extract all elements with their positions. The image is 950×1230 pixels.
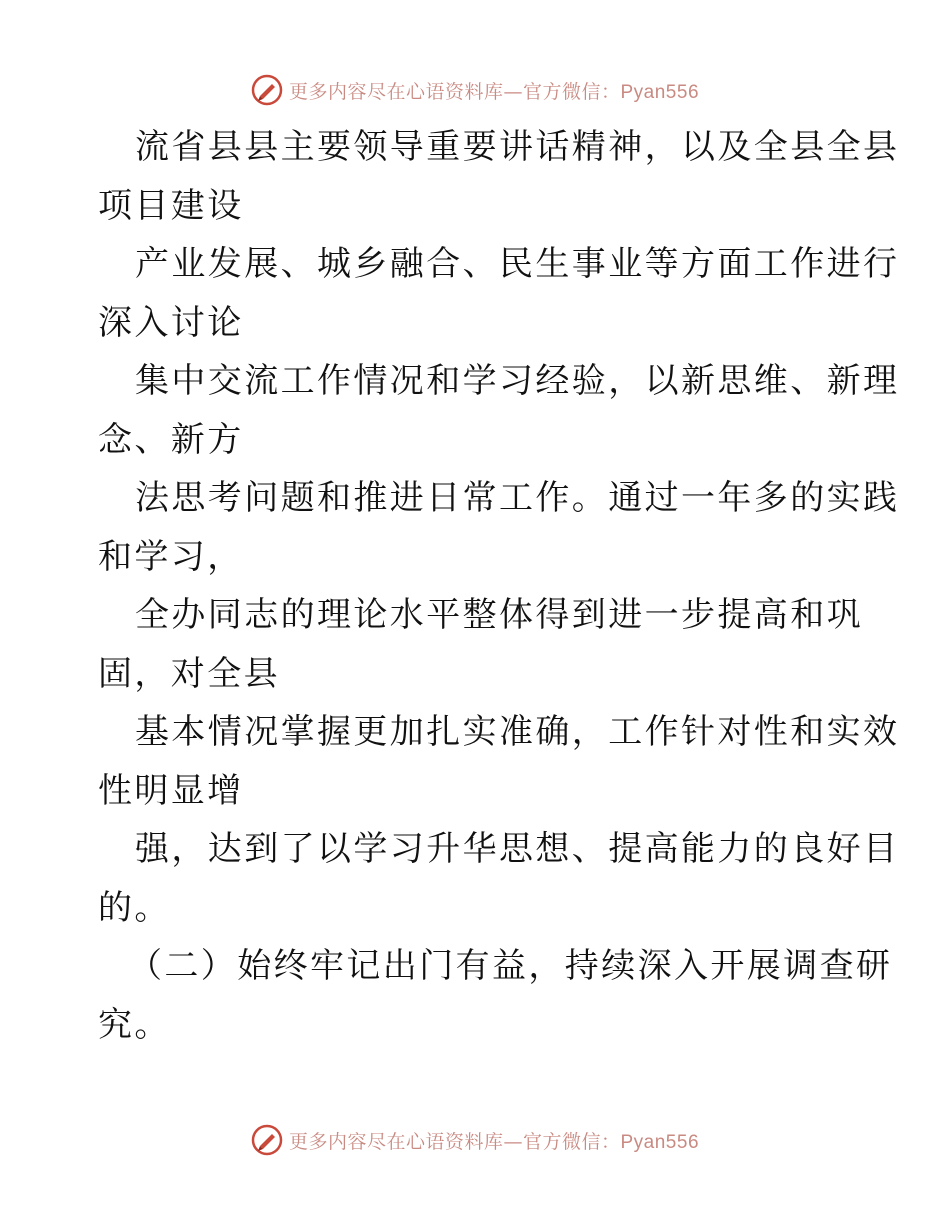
- footer-watermark: [0, 1122, 950, 1158]
- body-line: 基本情况掌握更加扎实准确，工作针对性和实效: [135, 712, 900, 752]
- watermark-text: 更多内容尽在心语资料库—官方微信：Pyan556: [288, 1130, 700, 1153]
- body-line: 强，达到了以学习升华思想、提高能力的良好目: [135, 829, 900, 869]
- body-line: 产业发展、城乡融合、民生事业等方面工作进行: [135, 244, 900, 284]
- body-line: 的。: [98, 887, 171, 928]
- body-line: 全办同志的理论水平整体得到进一步提高和巩: [135, 595, 863, 635]
- body-line: 项目建设: [98, 185, 244, 226]
- section-heading-line: （二）始终牢记出门有益，持续深入开展调查研: [128, 946, 893, 986]
- body-line: 念、新方: [98, 419, 244, 460]
- pen-logo-icon: [251, 1124, 283, 1156]
- body-line: 性明显增: [98, 770, 244, 811]
- body-line: 流省县县主要领导重要讲话精神，以及全县全县: [135, 127, 900, 167]
- body-line: 深入讨论: [98, 302, 244, 343]
- pen-logo-icon: [251, 74, 283, 106]
- body-line: 法思考问题和推进日常工作。通过一年多的实践: [135, 478, 900, 518]
- body-line: 究。: [98, 1004, 171, 1045]
- body-line: 和学习，: [98, 536, 244, 577]
- header-watermark: [0, 72, 950, 108]
- body-line: 固，对全县: [98, 653, 280, 694]
- body-line: 集中交流工作情况和学习经验，以新思维、新理: [135, 361, 900, 401]
- document-body: [98, 118, 900, 1054]
- watermark-text: 更多内容尽在心语资料库—官方微信：Pyan556: [288, 80, 700, 103]
